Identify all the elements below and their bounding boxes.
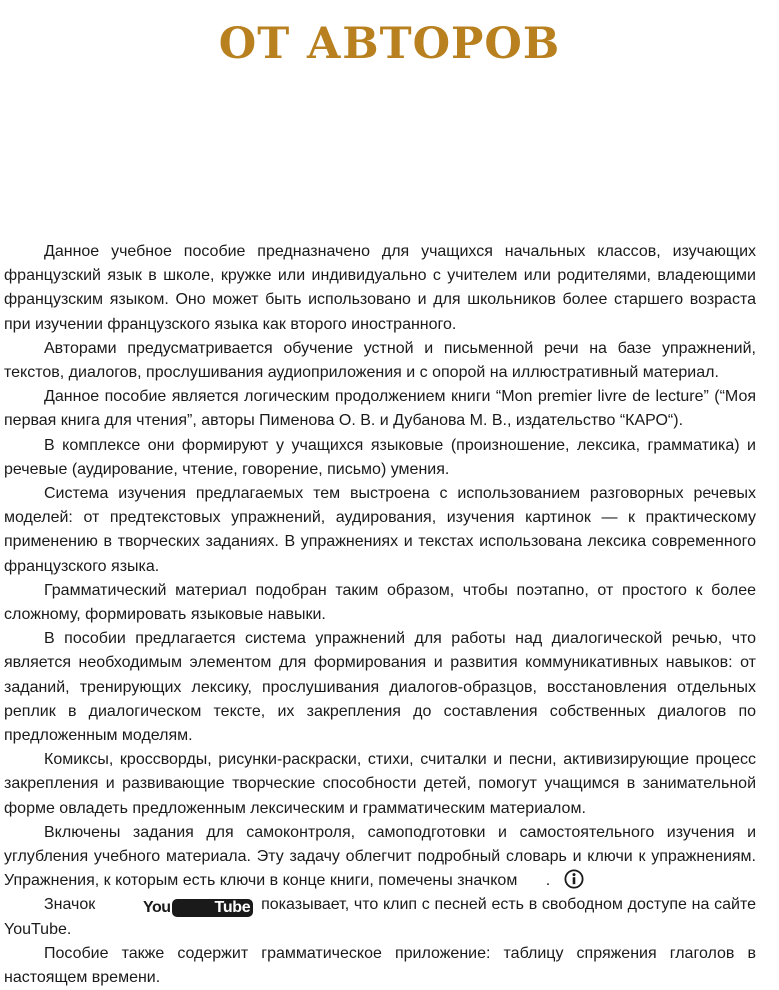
paragraph-6: Грамматический материал подобран таким образом, чтобы поэтапно, от простого к более сложному, формировать языковые навыки. <box>4 581 756 624</box>
paragraph-9-text: Включены задания для самоконтроля, самоподготовки и самостоятельного изучения и углубления учебного материала. Эту задачу облегчит подробный словарь и ключи к упражнениям. Упражнения, к которым есть ключи в конце книги, помечены значком <box>4 823 756 890</box>
paragraph-11: Пособие также содержит грамматическое приложение: таблицу спряжения глаголов в настоящем времени. <box>4 944 756 987</box>
paragraph-9 <box>4 821 756 894</box>
youtube-logo-icon <box>103 899 253 917</box>
paragraph-7: В пособии предлагается система упражнений для работы над диалогической речью, что является необходимым элементом для формирования и развития коммуникативных навыков: от заданий, тренирующих лексику, прослушивания диалогов-образцов, восстановления отдельных реплик в диалогическом тексте, их закрепления до составления собственных диалогов по предложенным моделям. <box>4 630 756 745</box>
youtube-logo-tube: Tube <box>172 899 254 917</box>
youtube-logo-you: You <box>143 899 171 917</box>
info-circle-icon <box>524 869 544 889</box>
paragraph-5: Система изучения предлагаемых тем выстроена с использованием разговорных речевых моделей: от предтекстовых упражнений, аудирования, изучения картинок — к практическому применению в творческих заданиях. В упражнениях и текстах использована лексика современного французского языка. <box>4 485 756 575</box>
paragraph-10 <box>4 893 756 941</box>
paragraph-3: Данное пособие является логическим продолжением книги “Mon premier livre de lecture” (“Моя первая книга для чтения”, авторы Пименова О. В. и Дубанова М. В., издательство “КАРО“). <box>4 388 756 430</box>
paragraph-1: Данное учебное пособие предназначено для учащихся начальных классов, изучающих французский язык в школе, кружке или индивидуально с учителем или родителями, владеющими французским языком. Оно может быть использовано и для школьников более старшего возраста при изучении французского языка как второго иностранного. <box>4 243 756 333</box>
page-title: ОТ АВТОРОВ <box>218 19 561 69</box>
paragraph-4: В комплексе они формируют у учащихся языковые (произношение, лексика, грамматика) и речевые (аудирование, чтение, говорение, письмо) умения. <box>4 436 756 478</box>
paragraph-8: Комиксы, кроссворды, рисунки-раскраски, стихи, считалки и песни, активизирующие процесс закрепления и развивающие творческие способности детей, помогут учащимся в занимательной форме овладеть предложенным лексическим и грамматическим материалом. <box>4 751 756 817</box>
paragraph-2: Авторами предусматривается обучение устной и письменной речи на базе упражнений, текстов, диалогов, прослушивания аудиоприложения и с опорой на иллюстративный материал. <box>4 339 756 382</box>
paragraph-10-before: Значок <box>44 896 96 914</box>
body-text <box>4 240 756 990</box>
paragraph-10-after: показывает, что клип с песней есть в свободном доступе на сайте YouTube. <box>4 896 756 938</box>
paragraph-9-end: . <box>545 872 551 890</box>
